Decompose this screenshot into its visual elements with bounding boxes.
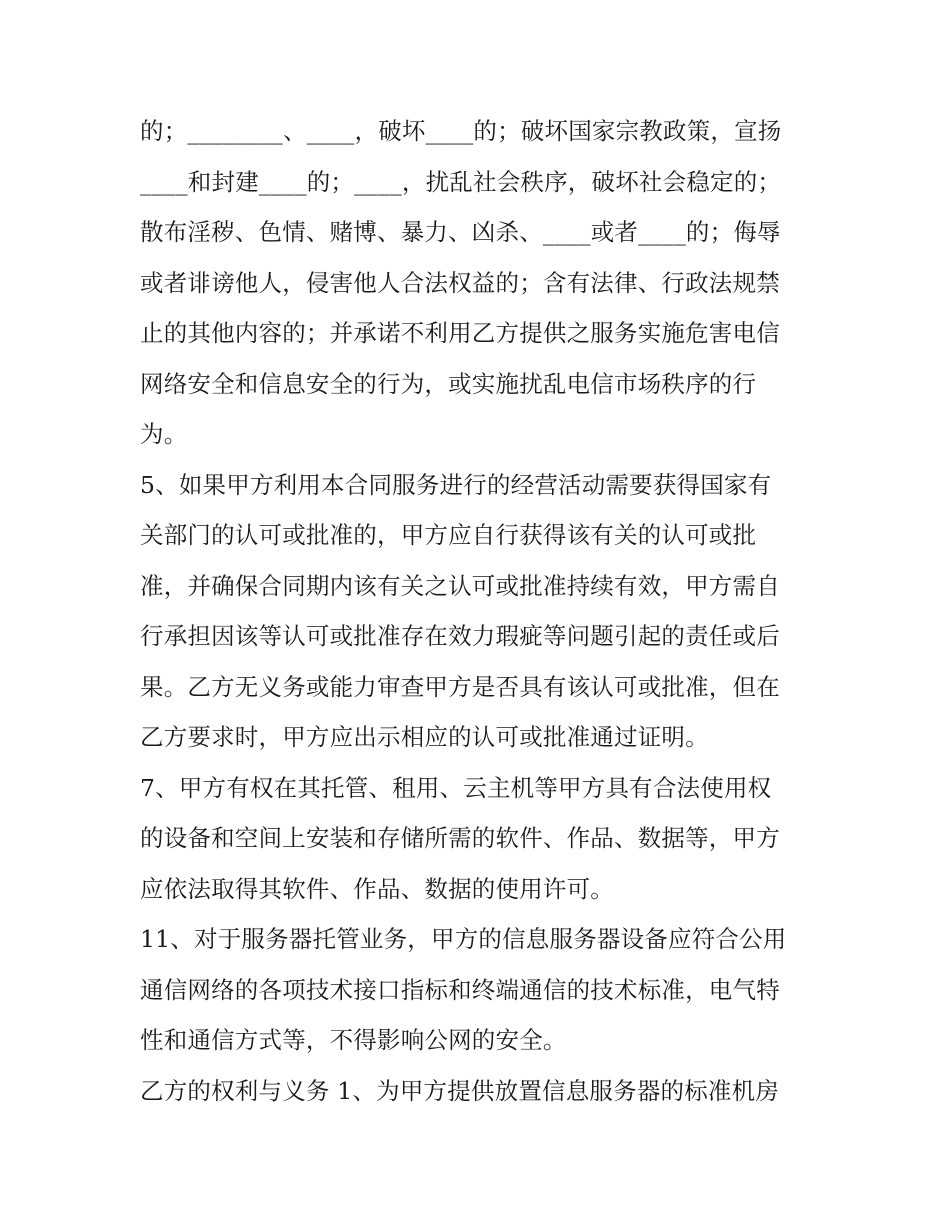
text-line: 或者诽谤他人，侵害他人合法权益的；含有法律、行政法规禁 bbox=[140, 268, 780, 297]
text-line: 通信网络的各项技术接口指标和终端通信的技术标准，电气特 bbox=[140, 975, 780, 1004]
clause-5-line: 5、如果甲方利用本合同服务进行的经营活动需要获得国家有 bbox=[140, 470, 772, 499]
text-line: 网络安全和信息安全的行为，或实施扰乱电信市场秩序的行 bbox=[140, 369, 757, 398]
clause-7-line: 7、甲方有权在其托管、租用、云主机等甲方具有合法使用权 bbox=[140, 773, 772, 802]
text-line: 的；________、____，破坏____的；破坏国家宗教政策，宣扬 bbox=[140, 117, 782, 145]
text-line: 性和通信方式等，不得影响公网的安全。 bbox=[140, 1026, 567, 1054]
document-body bbox=[140, 106, 815, 1116]
text-line: 乙方要求时，甲方应出示相应的认可或批准通过证明。 bbox=[140, 723, 709, 751]
text-line: 散布淫秽、色情、赌博、暴力、凶杀、____或者____的；侮辱 bbox=[140, 218, 781, 246]
text-line: 为。 bbox=[140, 420, 188, 448]
section-heading-line: 乙方的权利与义务 1、为甲方提供放置信息服务器的标准机房 bbox=[140, 1076, 780, 1105]
clause-11-line: 11、对于服务器托管业务，甲方的信息服务器设备应符合公用 bbox=[140, 925, 787, 953]
text-line: 行承担因该等认可或批准存在效力瑕疵等问题引起的责任或后 bbox=[140, 622, 780, 650]
text-line: 应依法取得其软件、作品、数据的使用许可。 bbox=[140, 874, 614, 903]
text-line: 的设备和空间上安装和存储所需的软件、作品、数据等，甲方 bbox=[140, 824, 780, 852]
text-line: ____和封建____的；____，扰乱社会秩序，破坏社会稳定的； bbox=[140, 167, 782, 196]
text-line: 止的其他内容的；并承诺不利用乙方提供之服务实施危害电信 bbox=[140, 319, 780, 347]
text-line: 果。乙方无义务或能力审查甲方是否具有该认可或批准，但在 bbox=[140, 672, 780, 701]
text-line: 准，并确保合同期内该有关之认可或批准持续有效，甲方需自 bbox=[140, 571, 780, 600]
text-line: 关部门的认可或批准的，甲方应自行获得该有关的认可或批 bbox=[140, 521, 757, 549]
